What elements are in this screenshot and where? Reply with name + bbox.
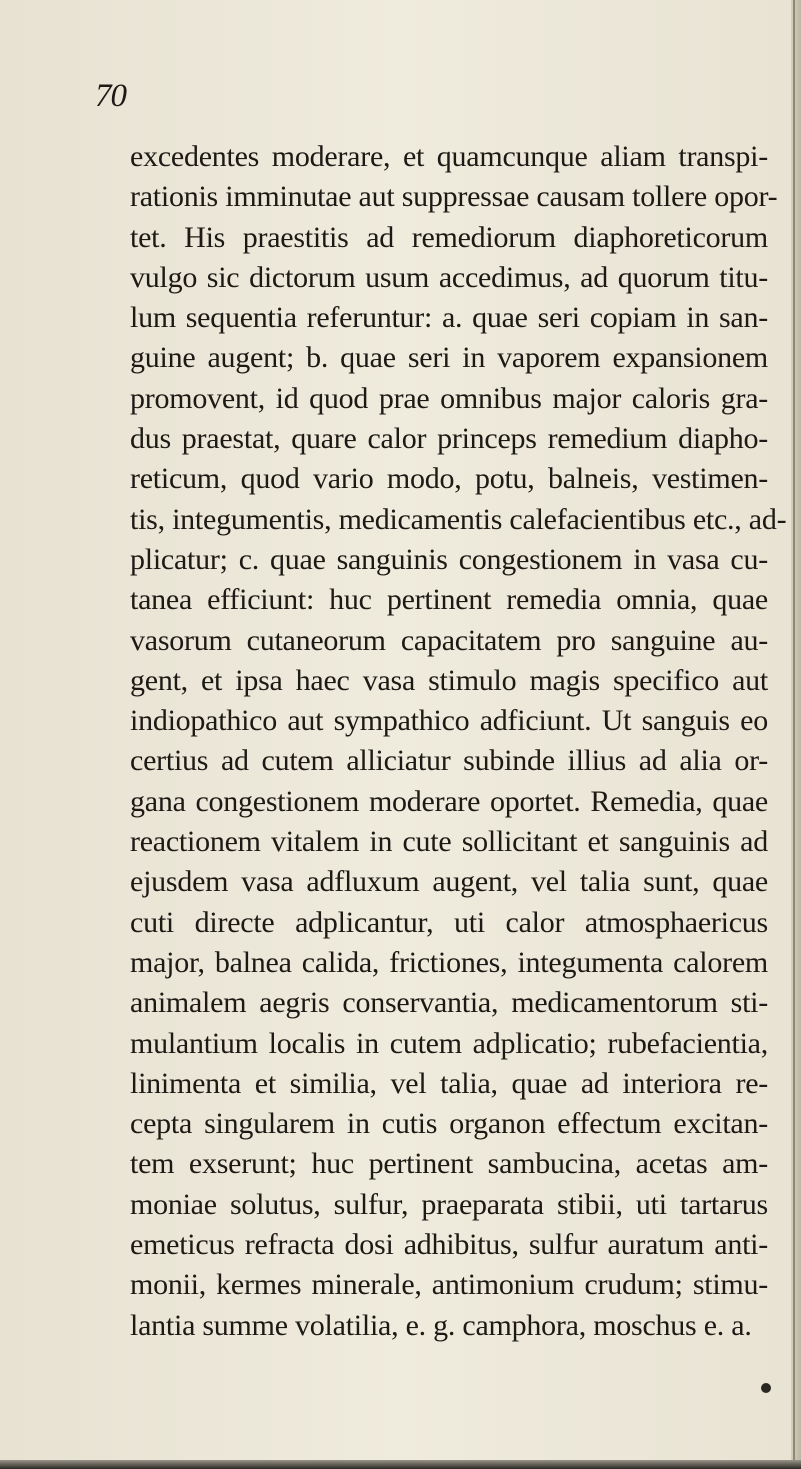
text-line: animalem aegris conservantia, medicamentorum sti- (130, 986, 768, 1020)
text-line: vasorum cutaneorum capacitatem pro sanguine au- (130, 623, 768, 657)
text-line: excedentes moderare, et quamcunque aliam transpi- (130, 140, 768, 173)
text-line: ejusdem vasa adfluxum augent, vel talia sunt, quae (130, 865, 768, 899)
text-line: monii, kermes minerale, antimonium crudum; stimu- (130, 1268, 768, 1302)
text-line: lantia summe volatilia, e. g. camphora, moschus e. a. (130, 1308, 752, 1342)
text-line: promovent, id quod prae omnibus major caloris gra- (130, 381, 768, 415)
text-line: tem exserunt; huc pertinent sambucina, acetas am- (130, 1147, 768, 1181)
text-line: rationis imminutae aut suppressae causam tollere opor- (130, 180, 778, 214)
text-line: gana congestionem moderare oportet. Remedia, quae (130, 784, 768, 818)
text-line: mulantium localis in cutem adplicatio; rubefacientia, (130, 1026, 768, 1060)
text-line: emeticus refracta dosi adhibitus, sulfur auratum anti- (130, 1228, 768, 1262)
text-line: tis, integumentis, medicamentis calefacientibus etc., ad- (130, 502, 787, 536)
text-line: vulgo sic dictorum usum accedimus, ad quorum titu- (130, 260, 768, 294)
text-line: tanea efficiunt: huc pertinent remedia omnia, quae (130, 583, 768, 617)
page-edge (791, 0, 801, 1469)
text-line: moniae solutus, sulfur, praeparata stibii, uti tartarus (130, 1187, 768, 1221)
body-text (130, 137, 787, 1346)
text-line: gent, et ipsa haec vasa stimulo magis specifico aut (130, 663, 768, 697)
ink-mark (761, 1383, 771, 1393)
page-bottom-shadow (0, 1460, 801, 1469)
text-line: reticum, quod vario modo, potu, balneis, vestimen- (130, 462, 768, 496)
text-line: reactionem vitalem in cute sollicitant et sanguinis ad (130, 825, 768, 859)
text-line: certius ad cutem alliciatur subinde illius ad alia or- (130, 744, 768, 778)
text-line: major, balnea calida, frictiones, integumenta calorem (130, 945, 768, 979)
text-line: plicatur; c. quae sanguinis congestionem in vasa cu- (130, 542, 768, 576)
text-line: indiopathico aut sympathico adficiunt. Ut sanguis eo (130, 704, 768, 738)
text-line: cepta singularem in cutis organon effectum excitan- (130, 1107, 768, 1141)
text-line: cuti directe adplicantur, uti calor atmosphaericus (130, 905, 768, 939)
text-line: guine augent; b. quae seri in vaporem expansionem (130, 341, 768, 375)
text-line: lum sequentia referuntur: a. quae seri copiam in san- (130, 301, 768, 335)
text-line: dus praestat, quare calor princeps remedium diapho- (130, 422, 768, 456)
page-number: 70 (95, 78, 126, 114)
text-line: tet. His praestitis ad remediorum diaphoreticorum (130, 220, 768, 254)
text-line: linimenta et similia, vel talia, quae ad interiora re- (130, 1066, 768, 1100)
